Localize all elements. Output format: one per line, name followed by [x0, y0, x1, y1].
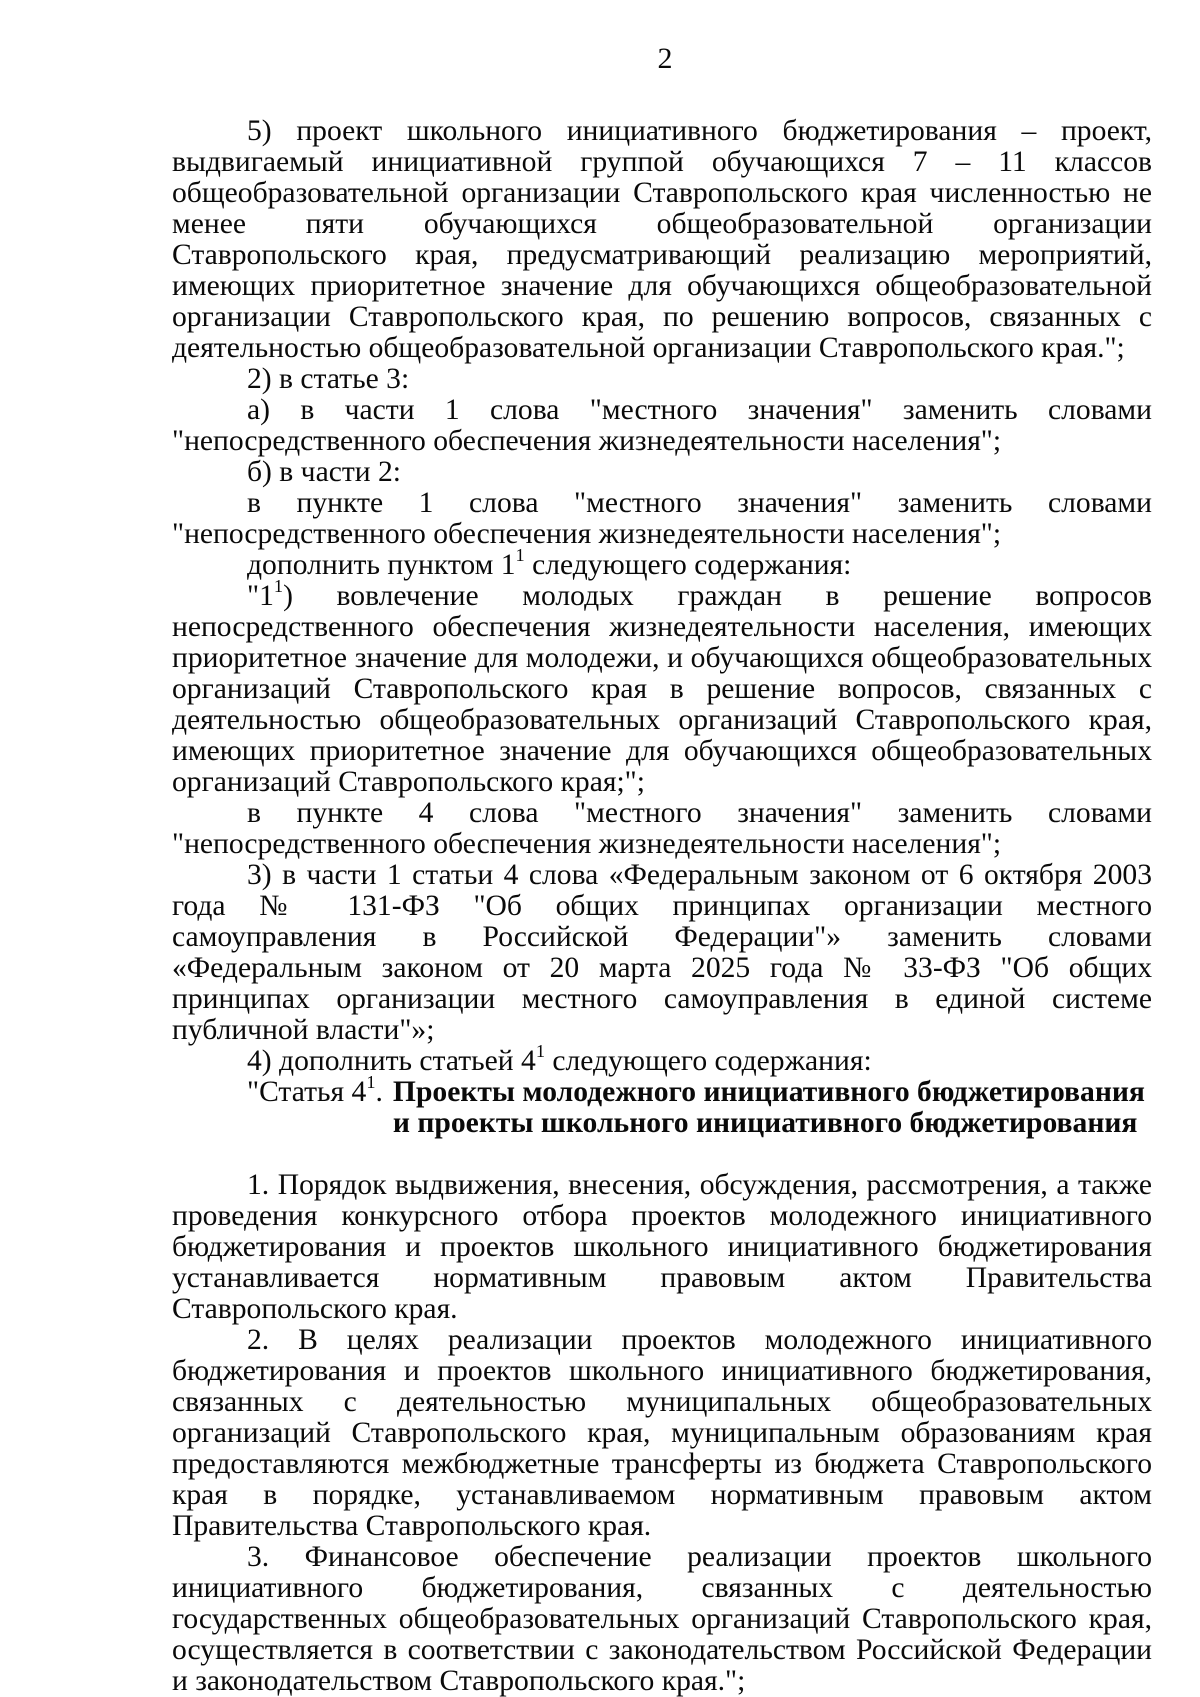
document-body — [172, 116, 1152, 1697]
superscript: 1 — [535, 1040, 545, 1061]
spacer — [172, 1139, 1152, 1170]
superscript: 1 — [366, 1071, 376, 1092]
text-fragment: "1 — [247, 580, 274, 612]
text-fragment: дополнить пунктом 1 — [247, 549, 516, 581]
paragraph-article-4: 3) в части 1 статьи 4 слова «Федеральным законом от 6 октября 2003 года № 131-ФЗ "Об общих принципах организации местного самоуправления в Российской Федерации"» заменить словами «Федеральным законом от 20 марта 2025 года № 33-ФЗ "Об общих принципах организации местного самоуправления в единой системе публичной власти"»; — [172, 859, 1152, 1046]
text-fragment: следующего содержания: — [545, 1045, 872, 1077]
paragraph-add-point — [172, 544, 1152, 581]
paragraph-point-1-1 — [172, 575, 1152, 798]
paragraph-article-part-3: 3. Финансовое обеспечение реализации проектов школьного инициативного бюджетирования, связанных с деятельностью государственных общеобразовательных организаций Ставропольского края, осуществляется в соответствии с законодательством Российской Федерации и законодательством Ставропольского края."; — [172, 1541, 1152, 1697]
superscript: 1 — [273, 575, 284, 596]
article-heading — [247, 1071, 1152, 1139]
paragraph-article-part-1: 1. Порядок выдвижения, внесения, обсуждения, рассмотрения, а также проведения конкурсного отбора проектов молодежного инициативного бюджетирования и проектов школьного инициативного бюджетирования устанавливается нормативным правовым актом Правительства Ставропольского края. — [172, 1169, 1152, 1325]
paragraph-point-1: в пункте 1 слова "местного значения" заменить словами "непосредственного обеспечения жизнедеятельности населения"; — [172, 487, 1152, 550]
paragraph-point-4: в пункте 4 слова "местного значения" заменить словами "непосредственного обеспечения жизнедеятельности населения"; — [172, 797, 1152, 860]
text-fragment: 4) дополнить статьей 4 — [247, 1045, 536, 1077]
article-title-line-2: и проекты школьного инициативного бюджетирования — [392, 1107, 1138, 1139]
paragraph-article-part-2: 2. В целях реализации проектов молодежного инициативного бюджетирования и проектов школьного инициативного бюджетирования, связанных с деятельностью муниципальных общеобразовательных организаций Ставропольского края, муниципальным образованиям края предоставляются межбюджетные трансферты из бюджета Ставропольского края в порядке, устанавливаемом нормативным правовым актом Правительства Ставропольского края. — [172, 1324, 1152, 1542]
article-label-text: "Статья 4 — [247, 1076, 367, 1108]
paragraph-add-article — [172, 1040, 1152, 1077]
article-label — [247, 1071, 383, 1139]
paragraph-part-2: б) в части 2: — [247, 456, 402, 488]
paragraph-item-5: 5) проект школьного инициативного бюджетирования – проект, выдвигаемый инициативной группой обучающихся 7 – 11 классов общеобразовательной организации Ставропольского края численностью не менее пяти обучающихся общеобразовательной организации Ставропольского края, предусматривающий реализацию мероприятий, имеющих приоритетное значение для обучающихся общеобразовательной организации Ставропольского края, по решению вопросов, связанных с деятельностью общеобразовательной организации Ставропольского края."; — [172, 115, 1152, 364]
text-fragment: следующего содержания: — [524, 549, 852, 581]
article-title — [393, 1077, 1145, 1139]
article-label-dot: . — [375, 1076, 383, 1108]
paragraph-article-3: 2) в статье 3: — [247, 363, 410, 395]
article-title-line-1: Проекты молодежного инициативного бюджетирования — [392, 1076, 1145, 1108]
superscript: 1 — [515, 544, 525, 565]
page-number: 2 — [657, 42, 673, 75]
text-fragment: ) вовлечение молодых граждан в решение вопросов непосредственного обеспечения жизнедеятельности населения, имеющих приоритетное значение для молодежи, и обучающихся общеобразовательных организаций Ставропольского края в решение вопросов, связанных с деятельностью общеобразовательных организаций Ставропольского края, имеющих приоритетное значение для обучающихся общеобразовательных организаций Ставропольского края;"; — [172, 580, 1152, 798]
paragraph-part-1: а) в части 1 слова "местного значения" заменить словами "непосредственного обеспечения жизнедеятельности населения"; — [172, 394, 1152, 457]
